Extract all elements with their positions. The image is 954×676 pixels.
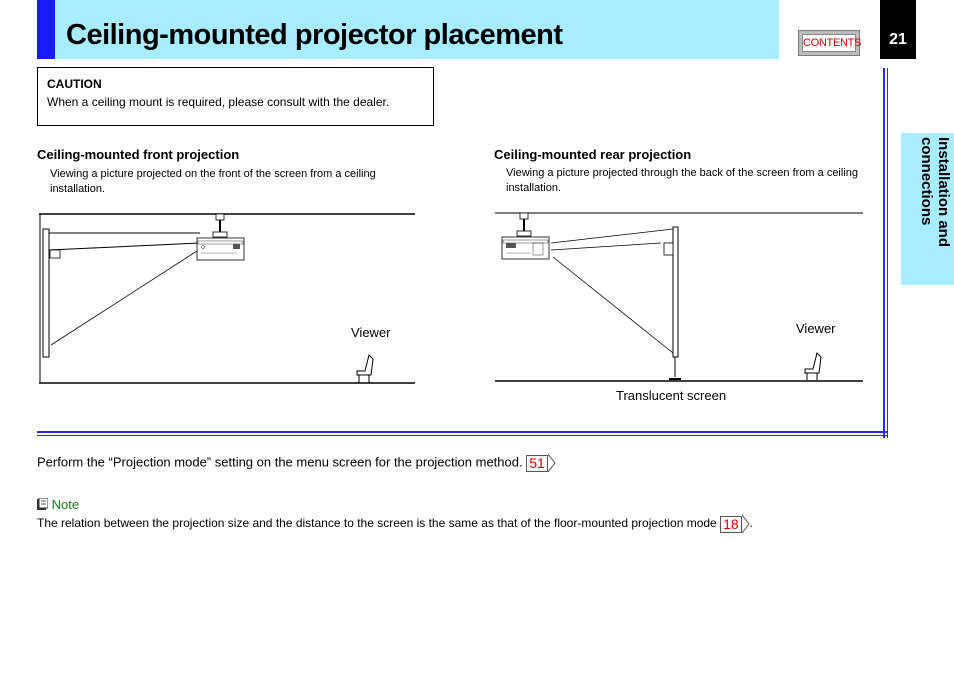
- frame-horizontal-line-thin: [37, 435, 888, 436]
- note-end: .: [749, 516, 753, 531]
- frame-vertical-line: [883, 68, 885, 438]
- contents-button-label: CONTENTS: [802, 34, 856, 52]
- page-ref-number: 51: [529, 454, 545, 471]
- viewer-chair-icon: [805, 353, 821, 380]
- projection-ray: [51, 251, 197, 345]
- page-ref-link[interactable]: [526, 455, 548, 472]
- note-heading: [37, 497, 79, 512]
- page-title: Ceiling-mounted projector placement: [66, 19, 563, 51]
- header-accent-bar: [37, 0, 55, 59]
- front-projection-desc: Viewing a picture projected on the front of the screen from a ceiling installation.: [50, 168, 376, 195]
- section-side-tab[interactable]: [901, 133, 954, 285]
- instruction-line: [37, 454, 556, 472]
- front-projection-diagram: [37, 205, 417, 390]
- translucent-screen: [673, 227, 678, 357]
- screen: [43, 229, 49, 357]
- front-projection-title: Ceiling-mounted front projection: [37, 147, 240, 162]
- note-body: [37, 515, 753, 533]
- instruction-text: Perform the “Projection mode” setting on the menu screen for the projection method.: [37, 454, 523, 470]
- rear-projection-title: Ceiling-mounted rear projection: [494, 147, 692, 162]
- note-text: The relation between the projection size and the distance to the screen is the same as that of the floor-mounted projection mode: [37, 516, 717, 531]
- ref-arrow-icon: [548, 454, 556, 472]
- caution-text: When a ceiling mount is required, please consult with the dealer.: [47, 95, 390, 109]
- translucent-screen-label: Translucent screen: [616, 388, 727, 403]
- ref-arrow-icon: [742, 515, 750, 533]
- rear-projection-diagram: [493, 205, 865, 390]
- projector-icon: [502, 237, 549, 259]
- page-ref-number: 18: [723, 515, 739, 532]
- rear-viewer-label: Viewer: [796, 321, 836, 336]
- page-number: 21: [880, 0, 916, 59]
- note-icon: [37, 498, 48, 510]
- front-viewer-label: Viewer: [351, 325, 391, 340]
- projector-icon: [197, 238, 244, 260]
- frame-horizontal-line: [37, 431, 887, 433]
- rear-projection-desc: Viewing a picture projected through the back of the screen from a ceiling installation.: [506, 167, 858, 194]
- note-title: Note: [51, 497, 80, 512]
- frame-vertical-line-thin: [887, 68, 888, 438]
- viewer-chair-icon: [357, 355, 373, 383]
- page-ref-link[interactable]: [720, 516, 742, 533]
- contents-button[interactable]: [798, 30, 860, 56]
- side-tab-label: Installation and connections: [918, 137, 952, 248]
- caution-title: CAUTION: [47, 77, 102, 91]
